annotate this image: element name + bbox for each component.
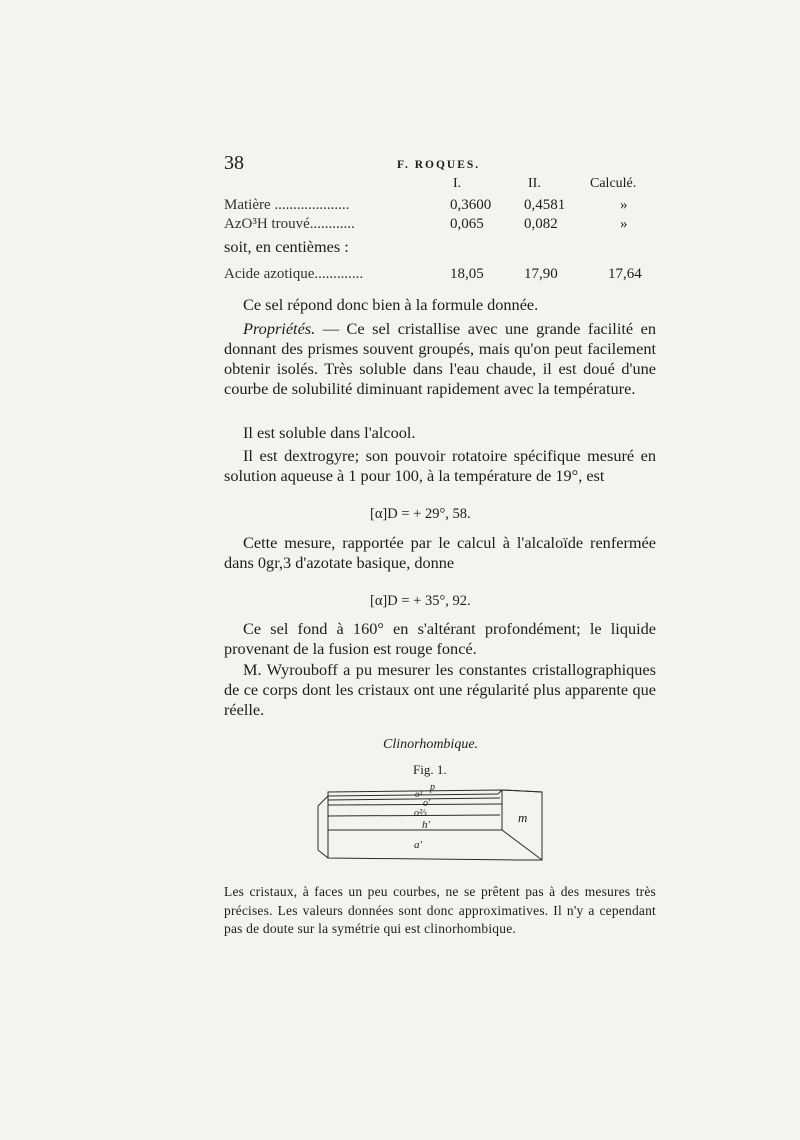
face-label: o⅔ bbox=[414, 808, 427, 819]
row-value: » bbox=[620, 216, 628, 232]
paragraph-text: — Ce sel cristallise avec une grande facilité en donnant des prismes souvent groupés, mais qu'on peut facilement obtenir isolés. Très soluble dans l'eau chaude, il est doué d'une courbe de solubilité diminuant rapidement avec la température. bbox=[224, 319, 656, 398]
crystal-figure bbox=[310, 780, 560, 870]
paragraph: M. Wyrouboff a pu mesurer les constantes cristallographiques de ce corps dont les cristaux ont une régularité plus apparente que réelle. bbox=[224, 660, 656, 719]
equation: [α]D = + 29°, 58. bbox=[370, 506, 471, 522]
row-label: Matière .................... bbox=[224, 197, 350, 213]
row-label: AzO³H trouvé............ bbox=[224, 216, 355, 232]
figure-label: Fig. 1. bbox=[413, 762, 447, 777]
row-value: 0,4581 bbox=[524, 197, 566, 213]
row-value: » bbox=[620, 197, 628, 213]
figure-title: Clinorhombique. bbox=[383, 737, 479, 752]
column-head-3: Calculé. bbox=[590, 176, 637, 191]
page-header bbox=[224, 152, 644, 178]
face-label: o' bbox=[423, 798, 431, 809]
table-column-headers bbox=[224, 176, 654, 194]
row-value: 0,3600 bbox=[450, 197, 492, 213]
paragraph: Il est dextrogyre; son pouvoir rotatoire spécifique mesuré en solution aqueuse à 1 pour 100, à la température de 19°, est bbox=[224, 446, 656, 485]
face-label: p bbox=[430, 782, 435, 793]
row-value: 17,64 bbox=[608, 266, 642, 282]
column-head-1: I. bbox=[453, 176, 462, 191]
column-head-2: II. bbox=[528, 176, 541, 191]
table-row bbox=[224, 266, 654, 284]
row-value: 17,90 bbox=[524, 266, 558, 282]
face-label: m bbox=[518, 810, 528, 825]
table-intro-text: soit, en centièmes : bbox=[224, 237, 349, 256]
page-number: 38 bbox=[224, 152, 244, 174]
figure-note: Les cristaux, à faces un peu courbes, ne se prêtent pas à des mesures très précises. Les valeurs données sont donc approximatives. Il n'y a cependant pas de doute sur la symétrie qui est clinorhombique. bbox=[224, 884, 656, 937]
row-label: Acide azotique............. bbox=[224, 266, 364, 282]
paragraph bbox=[224, 319, 656, 399]
paragraph: Il est soluble dans l'alcool. bbox=[243, 423, 416, 442]
table-row bbox=[224, 216, 654, 234]
face-label: h' bbox=[422, 819, 430, 831]
face-label: o³ bbox=[415, 789, 423, 799]
face-label: a' bbox=[414, 839, 422, 851]
table-row bbox=[224, 197, 654, 215]
paragraph: Ce sel fond à 160° en s'altérant profondément; le liquide provenant de la fusion est rouge foncé. bbox=[224, 619, 656, 658]
row-value: 18,05 bbox=[450, 266, 484, 282]
equation: [α]D = + 35°, 92. bbox=[370, 593, 471, 609]
paragraph: Ce sel répond donc bien à la formule donnée. bbox=[243, 295, 539, 314]
paragraph-lead: Propriétés. bbox=[243, 319, 316, 338]
row-value: 0,065 bbox=[450, 216, 484, 232]
paragraph: Cette mesure, rapportée par le calcul à l'alcaloïde renfermée dans 0gr,3 d'azotate basique, donne bbox=[224, 533, 656, 572]
running-title: F. ROQUES. bbox=[397, 159, 481, 171]
row-value: 0,082 bbox=[524, 216, 558, 232]
